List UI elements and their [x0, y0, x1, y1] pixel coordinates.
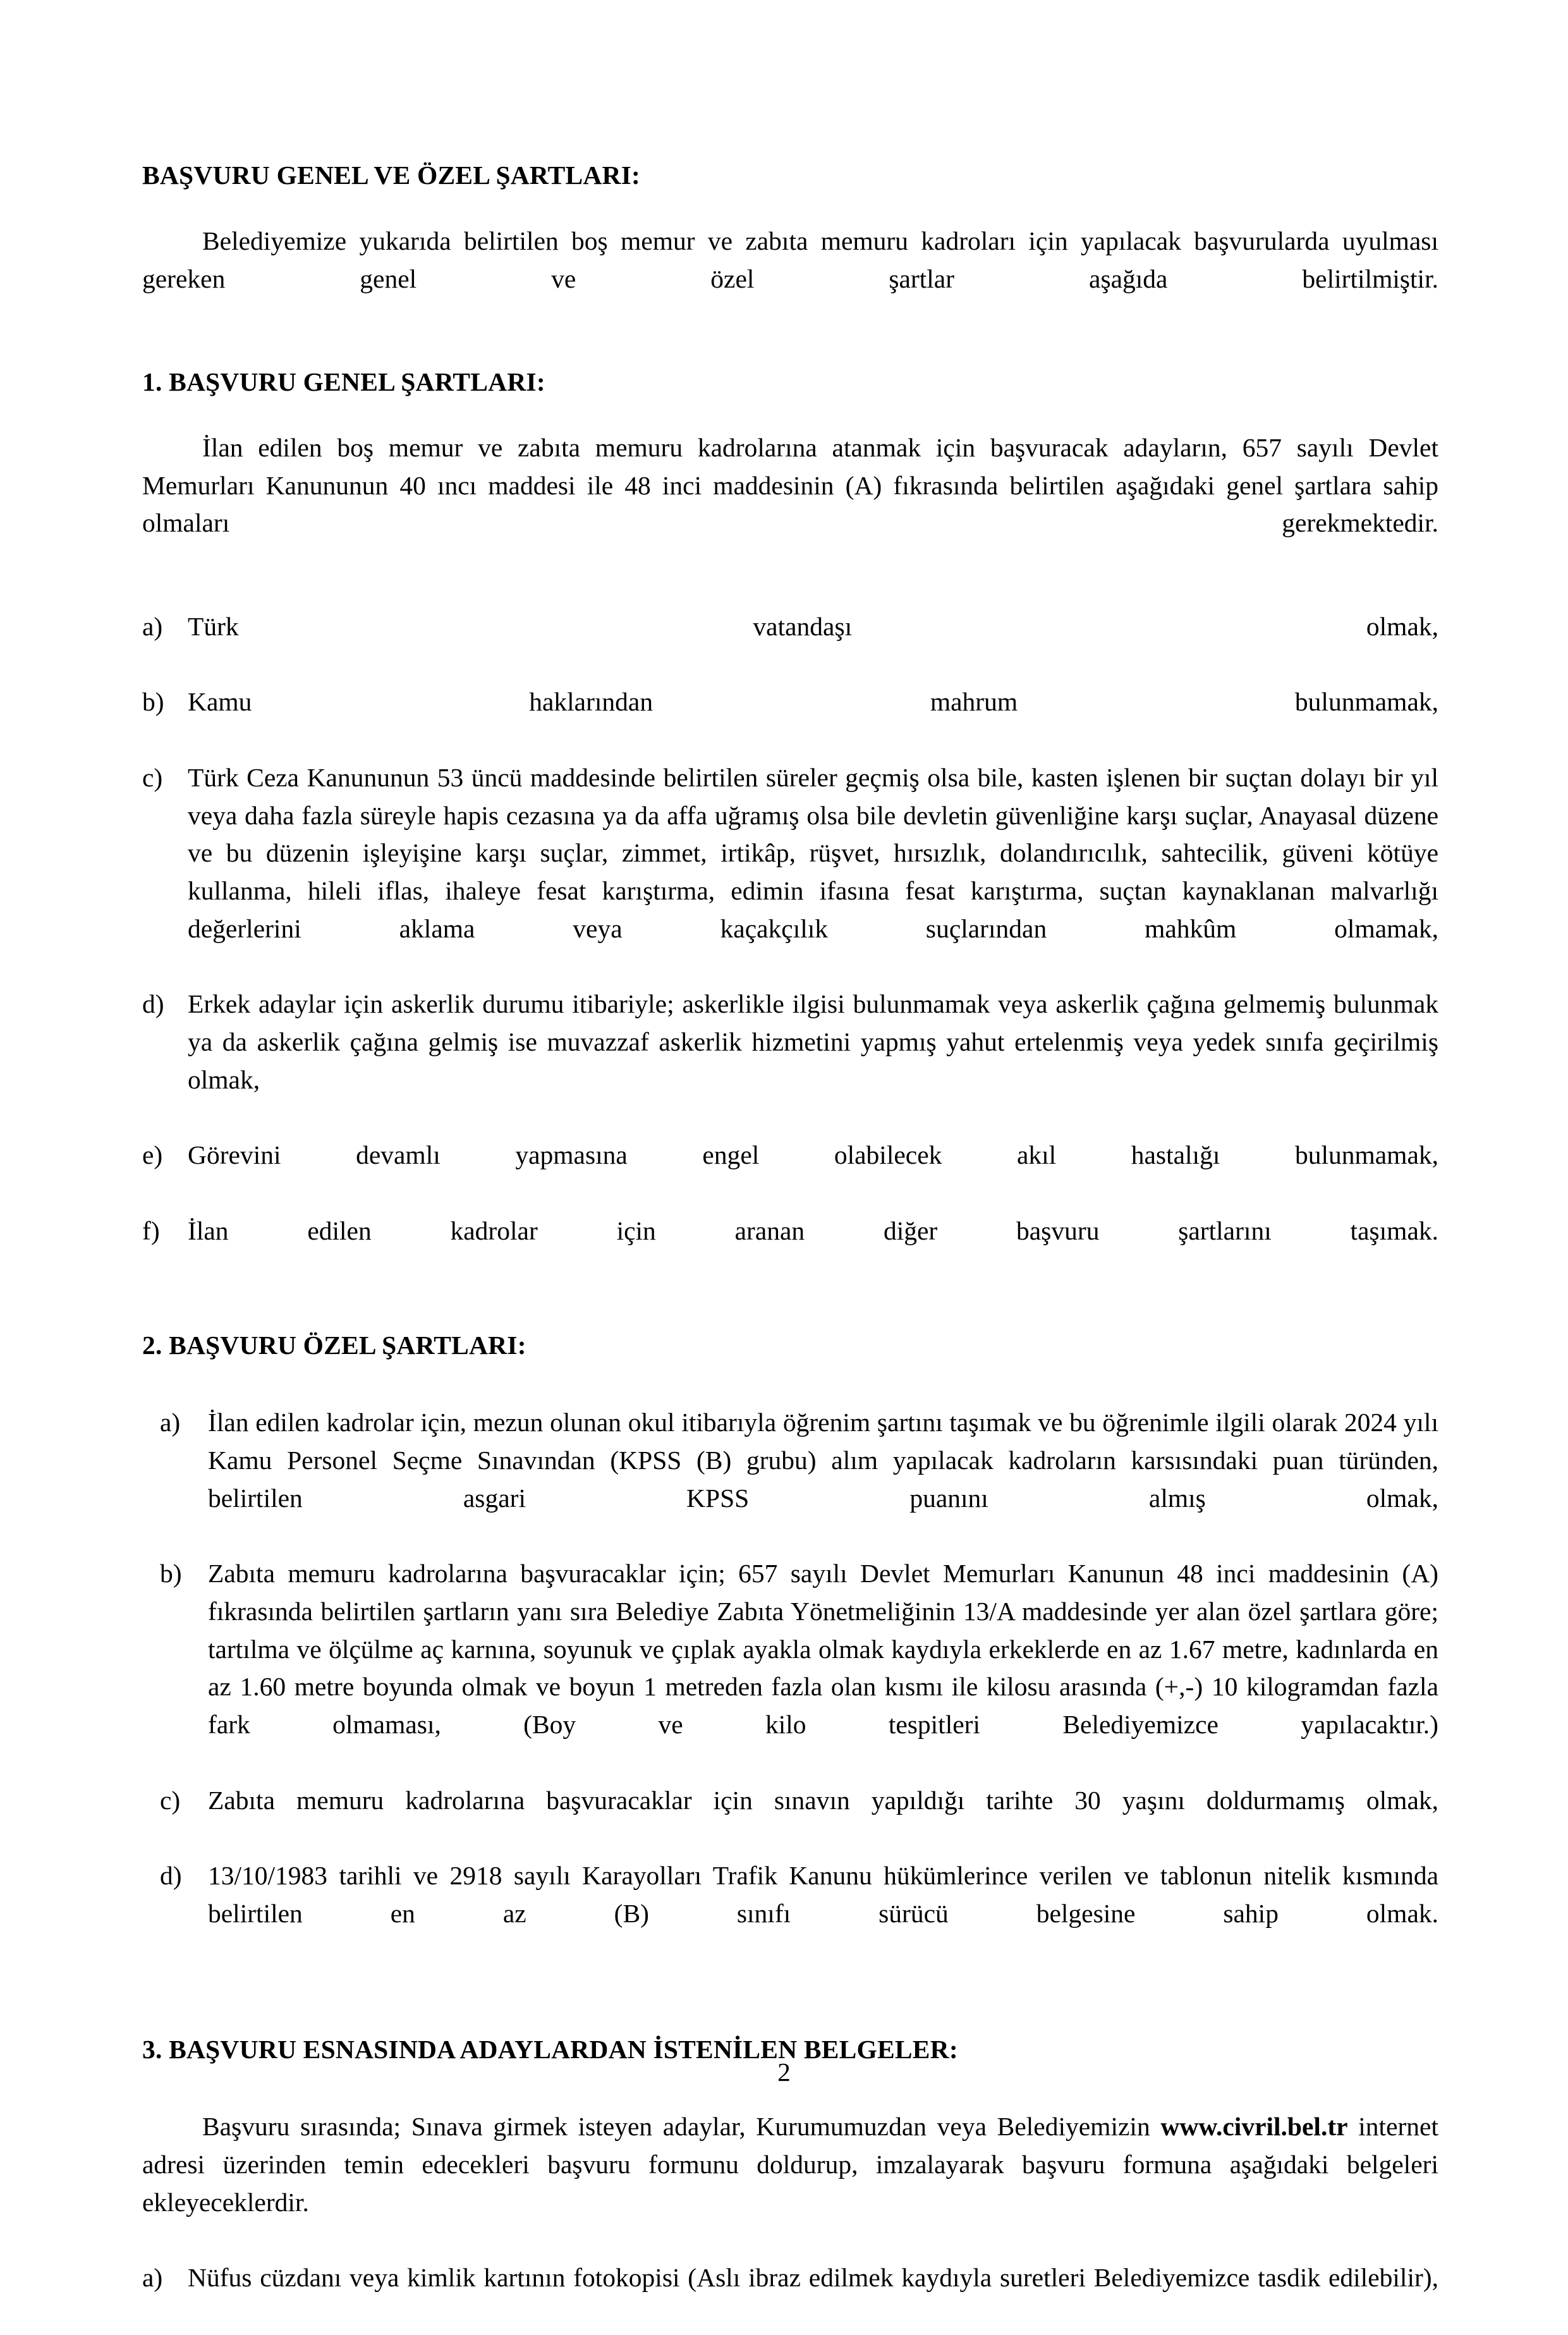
intro-paragraph: Belediyemize yukarıda belirtilen boş memur ve zabıta memuru kadroları için yapılacak başvurularda uyulması gereken genel ve özel şartlar aşağıda belirtilmiştir.	[142, 226, 1438, 293]
list-marker: c)	[142, 762, 163, 792]
spacer	[142, 401, 1438, 429]
spacer	[142, 1970, 1438, 2031]
list-item-text: Türk Ceza Kanununun 53 üncü maddesinde belirtilen süreler geçmiş olsa bile, kasten işlenen bir suçtan dolayı bir yıl veya daha fazla süreyle hapis cezasına ya da affa uğramış olsa bile devletin güvenliğine karşı suçlar, Anayasal düzene ve bu düzenin işleyişine karşı suçlar, zimmet, irtikâp, rüşvet, hırsızlık, dolandırıcılık, sahtecilik, güveni kötüye kullanma, hileli iflas, ihaleye fesat karıştırma, edimin ifasına fesat karıştırma, suçtan kaynaklanan malvarlığı değerlerini aklama veya kaçakçılık suçlarından mahkûm olmamak,	[188, 762, 1438, 943]
list-item-text: Kamu haklarından mahrum bulunmamak,	[188, 687, 1438, 717]
list-marker: a)	[142, 2263, 163, 2292]
section-1-heading: 1. BAŞVURU GENEL ŞARTLARI:	[142, 367, 545, 396]
list-item	[160, 1404, 1438, 1555]
list-item	[160, 1857, 1438, 1970]
section-3-intro-part2: internet adresi üzerinden temin edecekleri başvuru formunu doldurup, imzalayarak başvuru formuna aşağıdaki belgeleri ekleyeceklerdir.	[142, 2112, 1439, 2217]
list-item-text: Nüfus cüzdanı veya kimlik kartının fotokopisi (Aslı ibraz edilmek kaydıyla suretleri Belediyemizce tasdik edilebilir),	[188, 2263, 1438, 2292]
list-item	[142, 985, 1438, 1137]
list-item	[142, 759, 1438, 986]
spacer	[142, 1365, 1438, 1404]
page-title: BAŞVURU GENEL VE ÖZEL ŞARTLARI:	[142, 161, 641, 190]
list-item	[160, 1555, 1438, 1782]
list-item	[142, 2259, 1438, 2335]
spacer	[142, 580, 1438, 608]
list-item	[142, 683, 1438, 759]
section-2-heading: 2. BAŞVURU ÖZEL ŞARTLARI:	[142, 1331, 526, 1360]
list-item-text: Zabıta memuru kadrolarına başvuracaklar için sınavın yapıldığı tarihte 30 yaşını doldurmamış olmak,	[208, 1785, 1438, 1815]
list-item-text: İlan edilen kadrolar için aranan diğer başvuru şartlarını taşımak.	[188, 1216, 1438, 1245]
list-item-text: Türk vatandaşı olmak,	[188, 611, 1438, 641]
spacer	[142, 336, 1438, 363]
section-3-intro-part1: Başvuru sırasında; Sınava girmek isteyen adaylar, Kurumumuzdan veya Belediyemizin	[202, 2112, 1161, 2141]
section-2-list	[160, 1404, 1438, 1970]
list-item-text: 13/10/1983 tarihli ve 2918 sayılı Karayolları Trafik Kanunu hükümlerince verilen ve tablonun nitelik kısmında belirtilen en az (B) sınıfı sürücü belgesine sahip olmak.	[208, 1861, 1438, 1928]
list-item-text: İlan edilen kadrolar için, mezun olunan okul itibarıyla öğrenim şartını taşımak ve bu öğrenimle ilgili olarak 2024 yılı Kamu Personel Seçme Sınavından (KPSS (B) grubu) alım yapılacak kadroların karsısındaki puan türünden, belirtilen asgari KPSS puanını almış olmak,	[208, 1408, 1438, 1513]
spacer	[142, 195, 1438, 223]
section-3-intro	[142, 2108, 1438, 2259]
spacer	[142, 1288, 1438, 1327]
section-1-intro: İlan edilen boş memur ve zabıta memuru kadrolarına atanmak için başvuracak adayların, 657 sayılı Devlet Memurları Kanununun 40 ıncı maddesi ile 48 inci maddesinin (A) fıkrasında belirtilen aşağıdaki genel şartlara sahip olmaları gerekmektedir.	[142, 432, 1438, 538]
document-body	[142, 157, 1438, 2335]
list-item-text: Görevini devamlı yapmasına engel olabilecek akıl hastalığı bulunmamak,	[188, 1140, 1438, 1170]
list-item	[160, 1782, 1438, 1858]
section-3-heading: 3. BAŞVURU ESNASINDA ADAYLARDAN İSTENİLEN BELGELER:	[142, 2035, 958, 2064]
list-item	[142, 608, 1438, 684]
list-marker: d)	[160, 1861, 182, 1890]
website-url: www.civril.bel.tr	[1160, 2112, 1348, 2141]
list-marker: b)	[142, 687, 164, 717]
list-marker: c)	[160, 1785, 181, 1815]
list-marker: f)	[142, 1216, 160, 1245]
list-item-text: Erkek adaylar için askerlik durumu itibariyle; askerlikle ilgisi bulunmamak veya askerlik çağına gelmemiş bulunmak ya da askerlik çağına gelmiş ise muvazzaf askerlik hizmetini yapmış yahut ertelenmiş veya yedek sınıfa geçirilmiş olmak,	[188, 989, 1438, 1094]
page-number: 2	[777, 2058, 791, 2087]
list-marker: e)	[142, 1140, 163, 1170]
list-item-text: Zabıta memuru kadrolarına başvuracaklar için; 657 sayılı Devlet Memurları Kanunun 48 inci maddesinin (A) fıkrasında belirtilen şartların yanı sıra Belediye Zabıta Yönetmeliğinin 13/A maddesinde yer alan özel şartlara göre; tartılma ve ölçülme aç karnına, soyunuk ve çıplak ayakla olmak kaydıyla erkeklerde en az 1.67 metre, kadınlarda en az 1.60 metre boyunda olmak ve boyun 1 metreden fazla olan kısmı ile kilosu arasında (+,-) 10 kilogramdan fazla fark olmaması, (Boy ve kilo tespitleri Belediyemizce yapılacaktır.)	[208, 1559, 1438, 1739]
list-marker: a)	[160, 1408, 181, 1437]
list-marker: d)	[142, 989, 164, 1019]
list-item	[142, 1212, 1438, 1288]
list-marker: b)	[160, 1559, 182, 1588]
list-marker: a)	[142, 611, 163, 641]
section-1-list	[142, 608, 1438, 1288]
section-3-list	[142, 2259, 1438, 2335]
list-item	[142, 1137, 1438, 1212]
